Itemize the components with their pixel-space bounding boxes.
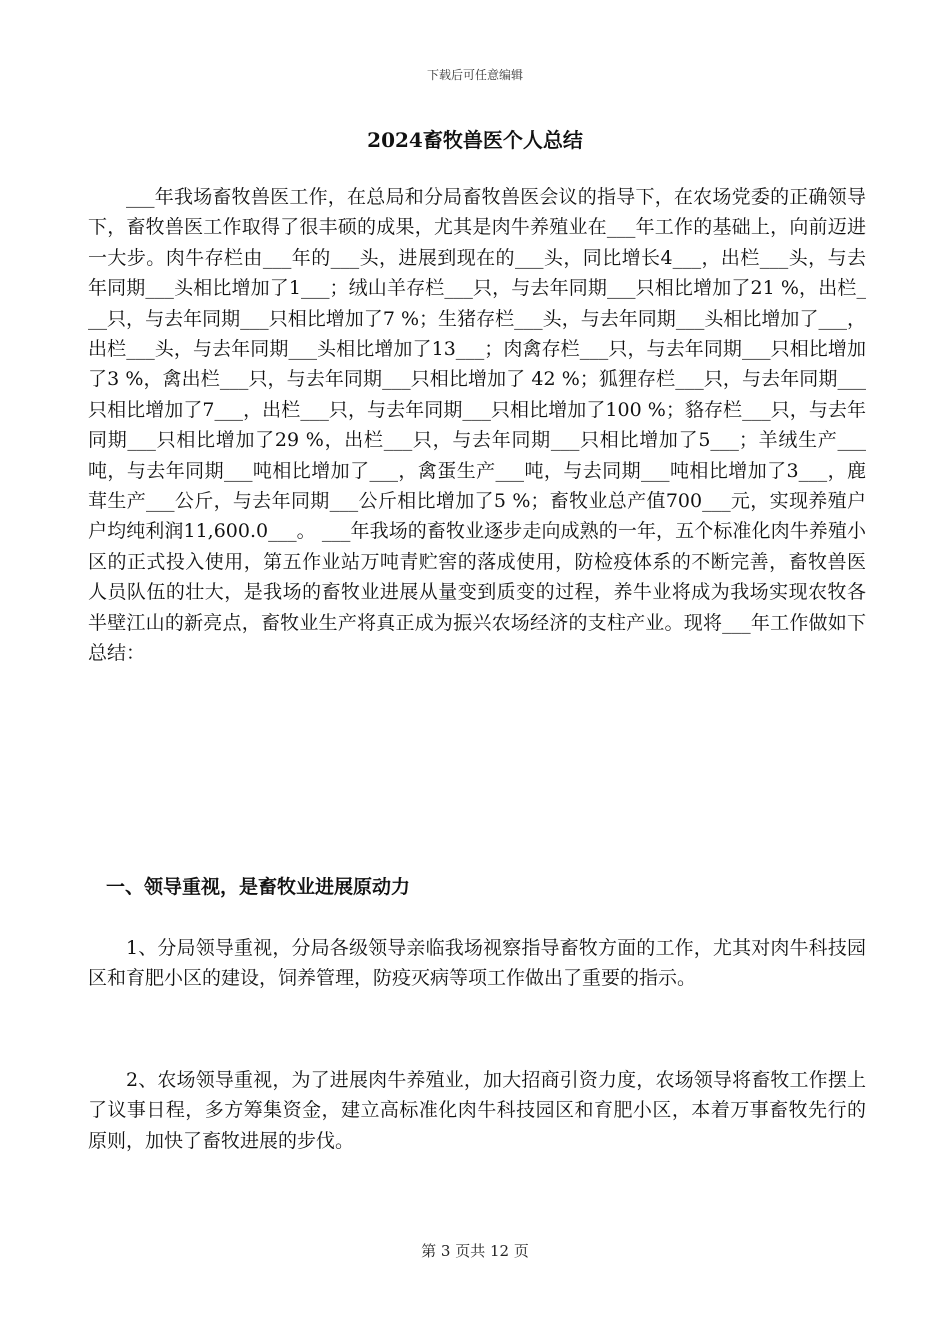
section-heading: 一、领导重视，是畜牧业进展原动力 (106, 876, 411, 898)
list-item-1: 1、分局领导重视，分局各级领导亲临我场视察指导畜牧方面的工作，尤其对肉牛科技园区和育肥小区的建设，饲养管理，防疫灭病等项工作做出了重要的指示。 (88, 937, 866, 990)
header-note: 下载后可任意编辑 (426, 68, 523, 82)
document-title: 2024畜牧兽医个人总结 (367, 128, 583, 152)
page-indicator: 第 3 页共 12 页 (421, 1242, 529, 1260)
intro-paragraph: ___年我场畜牧兽医工作，在总局和分局畜牧兽医会议的指导下，在农场党委的正确领导下，畜牧兽医工作取得了很丰硕的成果，尤其是肉牛养殖业在___年工作的基础上，向前迈进一大步。肉牛存栏由___年的___头，进展到现在的___头，同比增长4___，出栏___头，与去年同期___头相比增加了1___；绒山羊存栏___只，与去年同期___只相比增加了21 %，出栏___只，与去年同期___只相比增加了7 %；生猪存栏___头，与去年同期___头相比增加了___，出栏___头，与去年同期___头相比增加了13___；肉禽存栏___只，与去年同期___只相比增加了3 %，禽出栏___只，与去年同期___只相比增加了 42 %；狐狸存栏___只，与去年同期___只相比增加了7___，出栏___只，与去年同期___只相比增加了100 %；貉存栏___只，与去年同期___只相比增加了29 %，出栏___只，与去年同期___只相比增加了5___；羊绒生产___吨，与去年同期___吨相比增加了___，禽蛋生产___吨，与去同期___吨相比增加了3___，鹿茸生产___公斤，与去年同期___公斤相比增加了5 %；畜牧业总产值700___元，实现养殖户户均纯利润11,600.0___。 ___年我场的畜牧业逐步走向成熟的一年，五个标准化肉牛养殖小区的正式投入使用，第五作业站万吨青贮窖的落成使用，防检疫体系的不断完善，畜牧兽医人员队伍的壮大，是我场的畜牧业进展从量变到质变的过程，养牛业将成为我场实现农牧各半壁江山的新亮点，畜牧业生产将真正成为振兴农场经济的支柱产业。现将___年工作做如下总结： (88, 186, 866, 665)
list-item-2: 2、农场领导重视，为了进展肉牛养殖业，加大招商引资力度，农场领导将畜牧工作摆上了议事日程，多方筹集资金，建立高标准化肉牛科技园区和育肥小区，本着万事畜牧先行的原则，加快了畜牧进展的步伐。 (88, 1069, 866, 1152)
